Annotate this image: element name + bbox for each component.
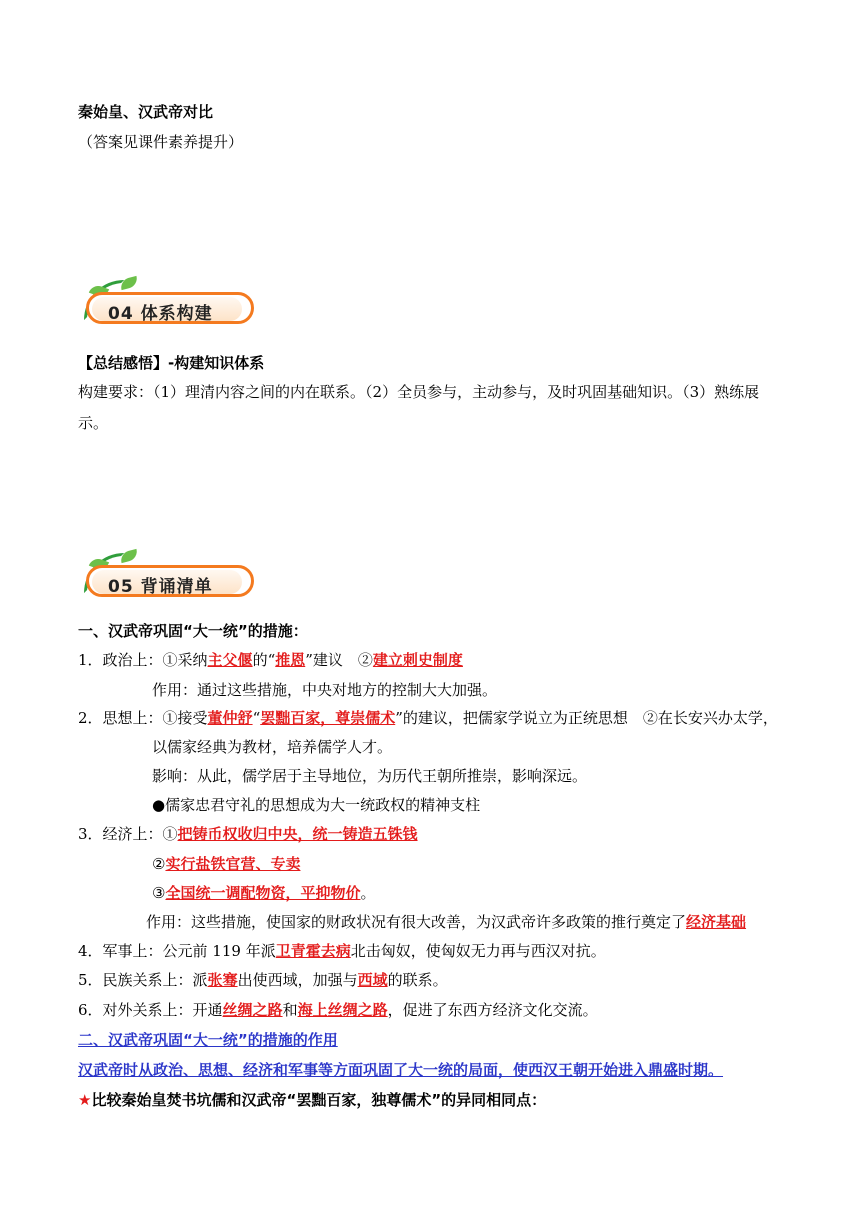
leaf-icon (119, 549, 139, 563)
item-economy-3: ③全国统一调配物资，平抑物价。 (152, 884, 376, 902)
key-term: 丝绸之路 (222, 1001, 283, 1019)
item-thought: 2．思想上：①接受董仲舒“罢黜百家，尊崇儒术”的建议，把儒家学说立为正统思想 ②在长安兴办太学， (78, 709, 778, 727)
key-term: 主父偃 (207, 651, 253, 669)
item-foreign: 6．对外关系上：开通丝绸之路和海上丝绸之路，促进了东西方经济文化交流。 (78, 1001, 598, 1019)
requirement-text: 构建要求：（1）理清内容之间的内在联系。（2）全员参与，主动参与，及时巩固基础知识。（3）熟练展示。 (78, 383, 760, 432)
item-economy-effect: 作用：这些措施，使国家的财政状况有很大改善，为汉武帝许多政策的推行奠定了经济基础 (146, 913, 747, 931)
key-term: 经济基础 (686, 913, 747, 931)
key-term: 海上丝绸之路 (297, 1001, 388, 1019)
section-badge-05 (76, 545, 256, 603)
key-term: 全国统一调配物资，平抑物价 (165, 884, 361, 902)
item-politics-effect: 作用：通过这些措施，中央对地方的控制大大加强。 (152, 681, 498, 699)
key-term: 把铸币权收归中央，统一铸造五铢钱 (177, 825, 418, 843)
key-term: 建立刺史制度 (372, 651, 463, 669)
badge-label: 04 体系构建 (108, 304, 213, 324)
answer-note: （答案见课件素养提升） (78, 133, 244, 151)
badge-label: 05 背诵清单 (108, 577, 213, 597)
item-economy-2: ②实行盐铁官营、专卖 (152, 855, 301, 873)
item-politics: 1．政治上：①采纳主父偃的“推恩”建议 ②建立刺史制度 (78, 651, 463, 669)
item-military: 4．军事上：公元前 119 年派卫青霍去病北击匈奴，使匈奴无力再与西汉对抗。 (78, 942, 606, 960)
leaf-icon (119, 276, 139, 290)
key-term: 推恩 (275, 651, 306, 669)
key-term: 实行盐铁官营、专卖 (165, 855, 301, 873)
section-title-comparison: 秦始皇、汉武帝对比 (78, 103, 214, 121)
summary-heading: 【总结感悟】-构建知识体系 (78, 354, 265, 372)
section-badge-04 (76, 272, 256, 330)
key-term: 张骞 (207, 971, 238, 989)
item-economy: 3．经济上：①把铸币权收归中央，统一铸造五铢钱 (78, 825, 418, 843)
star-icon: ★ (78, 1091, 92, 1109)
key-term: 董仲舒 (207, 709, 253, 727)
key-term: 西域 (357, 971, 388, 989)
item-thought-note: ●儒家忠君守礼的思想成为大一统政权的精神支柱 (152, 796, 481, 814)
key-term: 卫青霍去病 (275, 942, 351, 960)
effect-body: 汉武帝时从政治、思想、经济和军事等方面巩固了大一统的局面，使西汉王朝开始进入鼎盛时期。 (78, 1061, 724, 1079)
item-ethnic: 5．民族关系上：派张骞出使西域，加强与西域的联系。 (78, 971, 448, 989)
item-thought-effect: 影响：从此，儒学居于主导地位，为历代王朝所推崇，影响深远。 (152, 767, 588, 785)
compare-heading: ★比较秦始皇焚书坑儒和汉武帝“罢黜百家，独尊儒术”的异同相同点： (78, 1091, 547, 1109)
heading-measures: 一、汉武帝巩固“大一统”的措施： (78, 622, 308, 640)
item-thought-cont: 以儒家经典为教材，培养儒学人才。 (152, 738, 393, 756)
key-term: 罢黜百家，尊崇儒术 (260, 709, 396, 727)
heading-effect: 二、汉武帝巩固“大一统”的措施的作用 (78, 1031, 338, 1049)
